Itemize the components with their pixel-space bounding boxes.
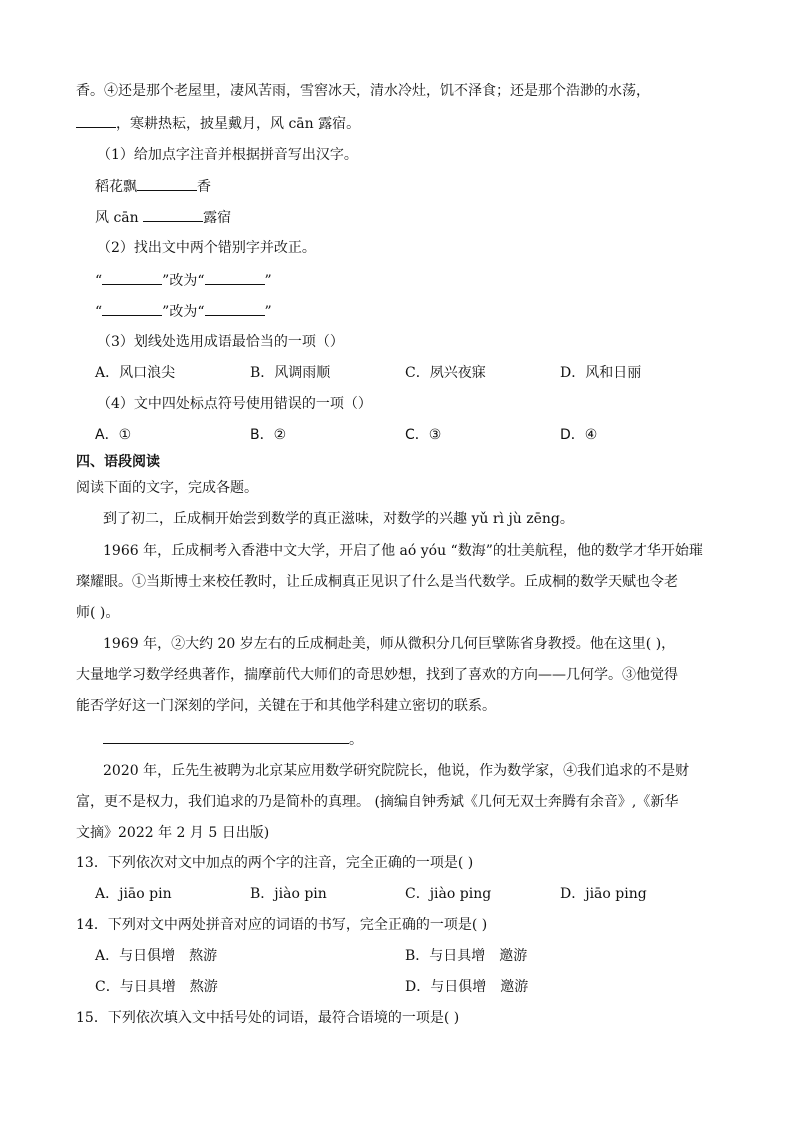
question-2-correction: [95, 301, 272, 322]
answer-blank[interactable]: [102, 270, 162, 285]
paragraph-line: 2020 年，丘先生被聘为北京某应用数学研究院院长，他说，作为数学家，④我们追求的不是财: [103, 763, 690, 779]
question-3-prompt: （3）划线处选用成语最恰当的一项（）: [97, 334, 344, 350]
question-1-prompt: （1）给加点字注音并根据拼音写出汉字。: [97, 147, 358, 163]
passage-text: ，寒耕热耘，披星戴月，风 cān 露宿。: [116, 116, 361, 132]
answer-blank[interactable]: [103, 729, 349, 744]
item-prefix: 稻花飘: [95, 179, 137, 195]
question-15-prompt: 15．下列依次填入文中括号处的词语，最符合语境的一项是( ): [76, 1010, 460, 1026]
paragraph-line: 璨耀眼。①当斯博士来校任教时，让丘成桐真正见识了什么是当代数学。丘成桐的数学天赋也令老: [76, 574, 678, 590]
option-d[interactable]: D．风和日丽: [560, 365, 642, 381]
quote-mark: “: [95, 304, 103, 320]
option-b[interactable]: B．风调雨顺: [250, 365, 331, 381]
answer-blank[interactable]: [205, 301, 265, 316]
paragraph-line: 1966 年，丘成桐考入香港中文大学，开启了他 aó yóu “数海”的壮美航程，他的数学才华开始璀: [103, 543, 703, 559]
option-c[interactable]: C．与日具增 熬游: [95, 979, 218, 995]
paragraph-line: 大量地学习数学经典著作，揣摩前代大师们的奇思妙想，找到了喜欢的方向——几何学。③他觉得: [76, 667, 678, 683]
answer-blank[interactable]: [143, 207, 203, 222]
option-a[interactable]: A．风口浪尖: [95, 365, 176, 381]
item-prefix: 风 cān: [95, 210, 144, 226]
option-d[interactable]: D．④: [560, 427, 598, 443]
option-a[interactable]: A．①: [95, 427, 132, 443]
question-2-prompt: （2）找出文中两个错别字并改正。: [97, 240, 316, 256]
change-to-text: ”改为“: [162, 273, 205, 289]
question-2-correction: [95, 270, 272, 291]
fill-in-line: [103, 729, 363, 750]
quote-mark: “: [95, 273, 103, 289]
paragraph-line: 1969 年，②大约 20 岁左右的丘成桐赴美，师从微积分几何巨擘陈省身教授。他在这里( )，: [103, 636, 676, 652]
quote-mark: ”: [264, 304, 272, 320]
option-b[interactable]: B．与日具增 邀游: [405, 948, 528, 964]
option-a[interactable]: A．jiāo pin: [95, 886, 172, 902]
item-suffix: 露宿: [203, 210, 232, 226]
paragraph-line: 富，更不是权力，我们追求的乃是简朴的真理。 (摘编自钟秀斌《几何无双士奔腾有余音》,《新华: [76, 794, 679, 810]
option-a[interactable]: A．与日俱增 熬游: [95, 948, 218, 964]
option-b[interactable]: B．jiào pin: [250, 886, 327, 902]
paragraph-line: 能否学好这一门深刻的学问，关键在于和其他学科建立密切的联系。: [76, 698, 496, 714]
option-c[interactable]: C．jiào ping: [405, 886, 492, 902]
option-c[interactable]: C．夙兴夜寐: [405, 365, 486, 381]
change-to-text: ”改为“: [162, 304, 205, 320]
item-suffix: 香: [197, 179, 211, 195]
question-1-item: [95, 207, 231, 228]
section-heading: 四、语段阅读: [76, 454, 160, 470]
answer-blank[interactable]: [137, 176, 197, 191]
question-13-prompt: 13．下列依次对文中加点的两个字的注音，完全正确的一项是( ): [76, 855, 474, 871]
answer-blank[interactable]: [102, 301, 162, 316]
question-1-item: [95, 176, 211, 197]
section-instruction: 阅读下面的文字，完成各题。: [76, 480, 258, 496]
question-14-prompt: 14．下列对文中两处拼音对应的词语的书写，完全正确的一项是( ): [76, 917, 488, 933]
paragraph-line: 文摘》2022 年 2 月 5 日出版): [76, 825, 270, 841]
paragraph-line: 到了初二，丘成桐开始尝到数学的真正滋味，对数学的兴趣 yǔ rì jù zēng。: [103, 511, 574, 527]
quote-mark: ”: [264, 273, 272, 289]
answer-blank[interactable]: [205, 270, 265, 285]
option-d[interactable]: D．jiāo ping: [560, 886, 647, 902]
period: 。: [349, 732, 363, 748]
option-d[interactable]: D．与日俱增 邀游: [405, 979, 529, 995]
passage-line: 香。④还是那个老屋里，凄风苦雨，雪窖冰天，清水冷灶，饥不泽食；还是那个浩渺的水荡，: [76, 83, 650, 99]
paragraph-line: 师( )。: [76, 605, 120, 621]
option-b[interactable]: B．②: [250, 427, 287, 443]
option-c[interactable]: C．③: [405, 427, 442, 443]
answer-blank[interactable]: [76, 113, 116, 128]
passage-line: [76, 113, 360, 134]
question-4-prompt: （4）文中四处标点符号使用错误的一项（）: [97, 396, 372, 412]
